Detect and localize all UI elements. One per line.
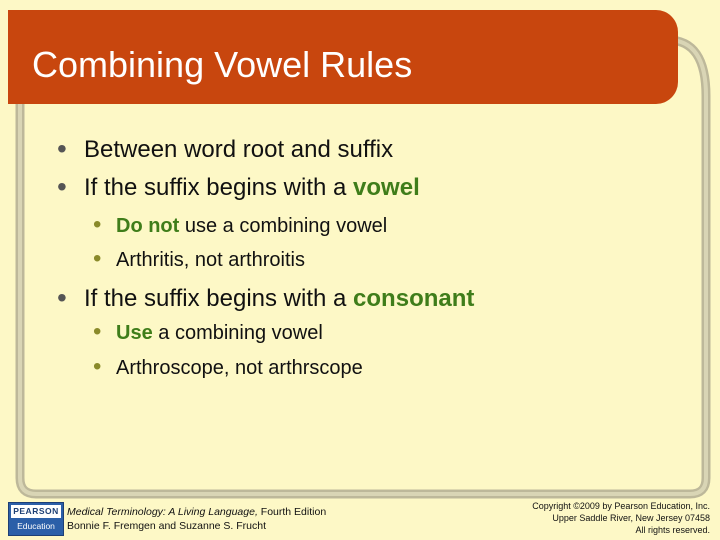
sub-bullet-dot: • [93, 353, 102, 380]
title-bar [8, 10, 678, 104]
sub-bullet-dot: • [93, 318, 102, 345]
bullet-text: a combining vowel [152, 322, 323, 344]
pearson-logo [8, 502, 64, 536]
bullet-dot: • [57, 133, 67, 164]
bullet-text: use a combining vowel [179, 215, 388, 237]
bullet-text: Arthritis, not arthroitis [116, 249, 305, 271]
sub-bullet-do-not [93, 211, 388, 238]
bullet-text: If the suffix begins with a [84, 285, 354, 312]
slide-title: Combining Vowel Rules [32, 44, 413, 85]
logo-bottom-text: Education [17, 521, 55, 531]
bullet-suffix-consonant [57, 282, 475, 313]
sub-bullet-dot: • [93, 211, 102, 238]
bullet-text: Arthroscope, not arthrscope [116, 357, 363, 379]
bullet-dot: • [57, 171, 67, 202]
sub-bullet-use [93, 318, 323, 345]
copyright-line-1: Copyright ©2009 by Pearson Education, Inc. [532, 501, 710, 511]
footer-citation [67, 505, 326, 533]
bullet-dot: • [57, 282, 67, 313]
book-title: Medical Terminology: A Living Language, [67, 506, 258, 518]
sub-bullet-arthroscope [93, 353, 363, 380]
book-authors: Bonnie F. Fremgen and Suzanne S. Frucht [67, 520, 267, 532]
book-edition: Fourth Edition [257, 506, 327, 518]
footer-copyright [532, 500, 710, 536]
bullet-highlight: consonant [353, 285, 475, 312]
bullet-text: If the suffix begins with a [84, 174, 354, 201]
bullet-highlight: Do not [116, 215, 180, 237]
copyright-line-2: Upper Saddle River, New Jersey 07458 [552, 513, 710, 523]
bullet-text: Between word root and suffix [84, 136, 394, 163]
sub-bullet-dot: • [93, 245, 102, 272]
copyright-line-3: All rights reserved. [635, 525, 710, 535]
citation-title-line [67, 505, 326, 519]
bullet-highlight: Use [116, 322, 153, 344]
bullet-between-root-suffix [57, 133, 394, 164]
logo-top-text: PEARSON [11, 505, 61, 518]
bullet-suffix-vowel [57, 171, 420, 202]
sub-bullet-arthritis [93, 245, 305, 272]
bullet-highlight: vowel [353, 174, 420, 201]
